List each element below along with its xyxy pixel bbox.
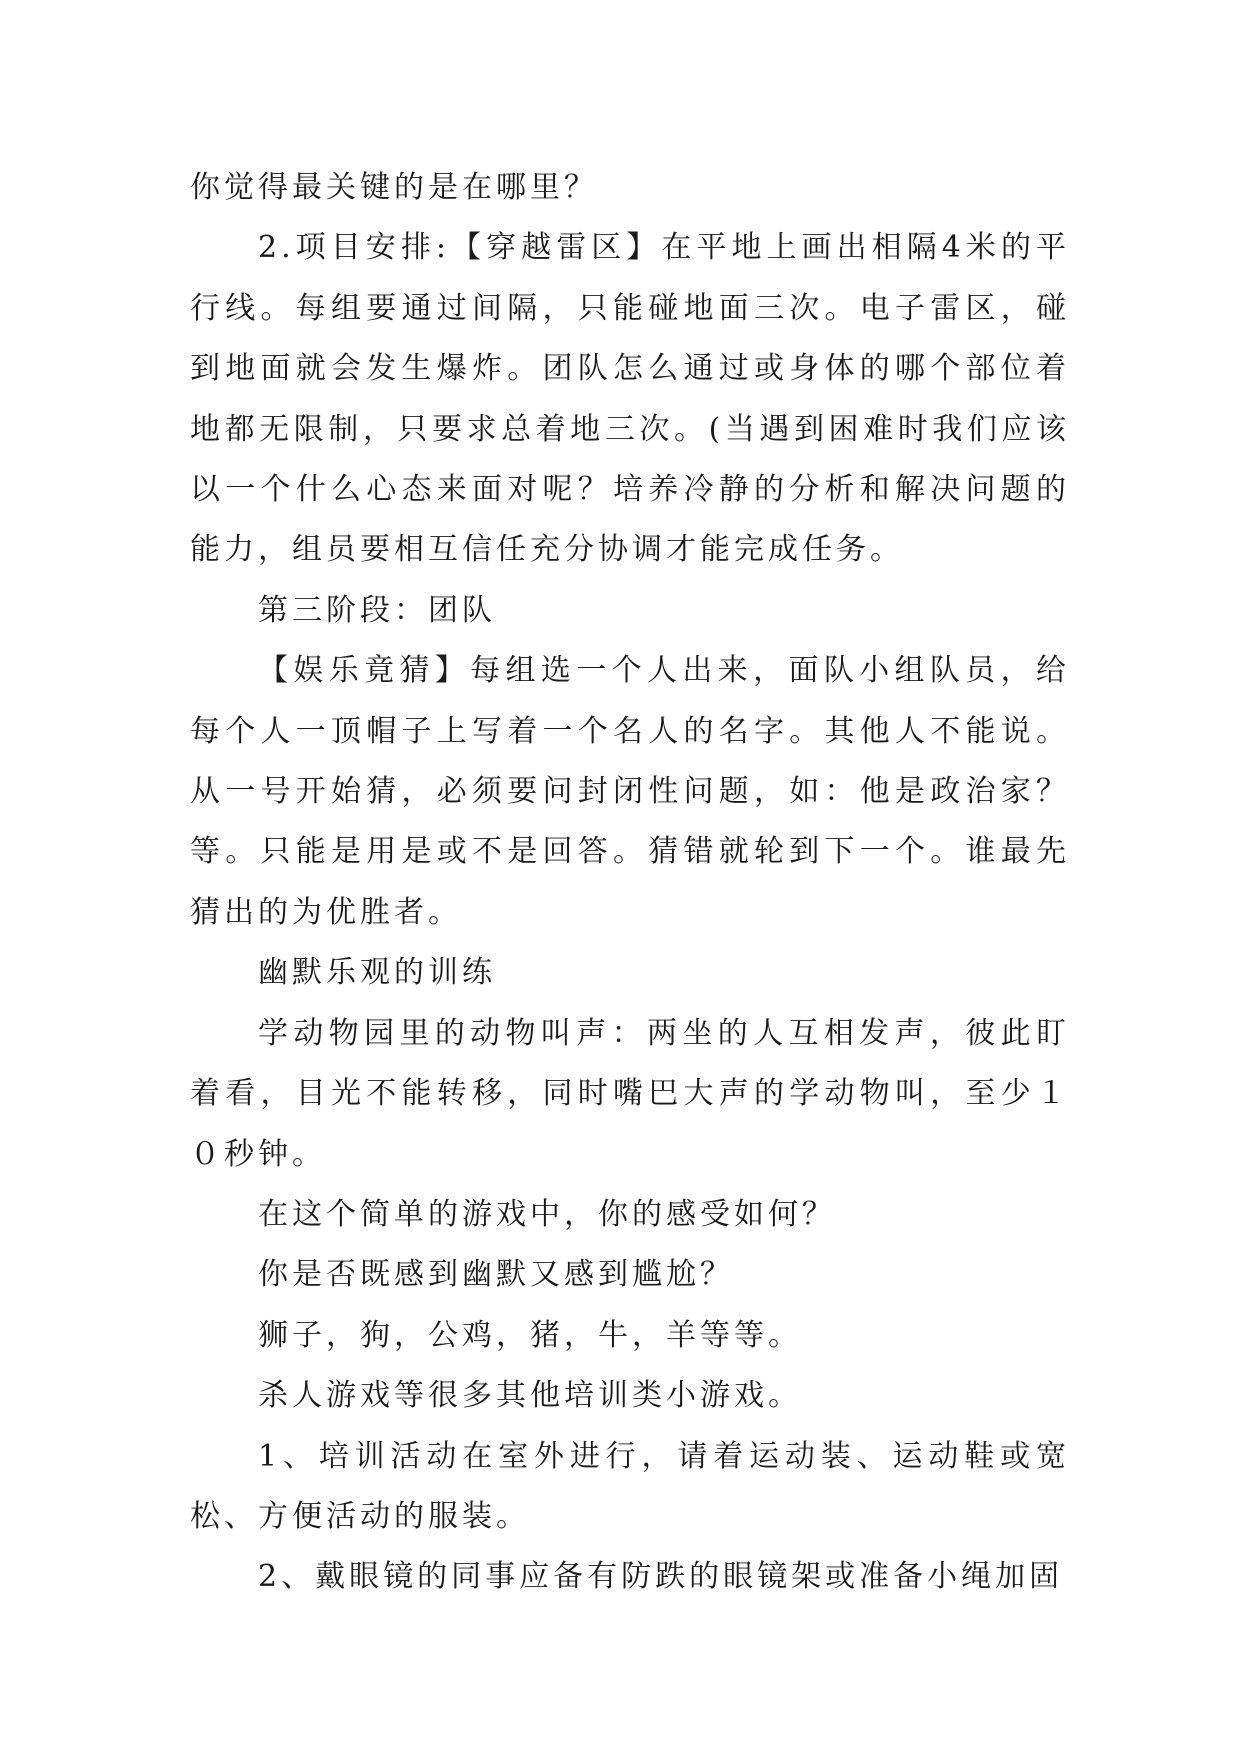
paragraph-guessing-game: 【娱乐竟猜】每组选一个人出来，面队小组队员，给每个人一顶帽子上写着一个名人的名字。其他人不能说。从一号开始猜，必须要问封闭性问题，如：他是政治家？等。只能是用是或不是回答。猜错就轮到下一个。谁最先猜出的为优胜者。 — [190, 653, 1070, 930]
paragraph-note-glasses: 2、戴眼镜的同事应备有防跌的眼镜架或准备小绳加固 — [258, 1559, 1064, 1595]
paragraph-stage-three: 第三阶段：团队 — [258, 592, 496, 628]
paragraph-animal-sounds: 学动物园里的动物叫声：两坐的人互相发声，彼此盯着看，目光不能转移，同时嘴巴大声的学动物叫，至少１０秒钟。 — [190, 1015, 1070, 1172]
paragraph-other-games: 杀人游戏等很多其他培训类小游戏。 — [258, 1378, 802, 1414]
paragraph-awkward-question: 你是否既感到幽默又感到尴尬？ — [258, 1257, 734, 1293]
paragraph-feeling-question: 在这个简单的游戏中，你的感受如何？ — [258, 1196, 836, 1232]
document-body — [190, 158, 1070, 1608]
paragraph-note-clothing: 1、培训活动在室外进行，请着运动装、运动鞋或宽松、方便活动的服装。 — [190, 1438, 1070, 1534]
paragraph-minefield: 2.项目安排:【穿越雷区】在平地上画出相隔4米的平行线。每组要通过间隔，只能碰地面三次。电子雷区，碰到地面就会发生爆炸。团队怎么通过或身体的哪个部位着地都无限制，只要求总着地三次。(当遇到困难时我们应该以一个什么心态来面对呢？培养冷静的分析和解决问题的能力，组员要相互信任充分协调才能完成任务。 — [190, 230, 1070, 568]
paragraph-animal-list: 狮子，狗，公鸡，猪，牛，羊等等。 — [258, 1317, 802, 1353]
paragraph-question: 你觉得最关键的是在哪里？ — [190, 170, 598, 205]
paragraph-humor-training: 幽默乐观的训练 — [258, 955, 496, 991]
